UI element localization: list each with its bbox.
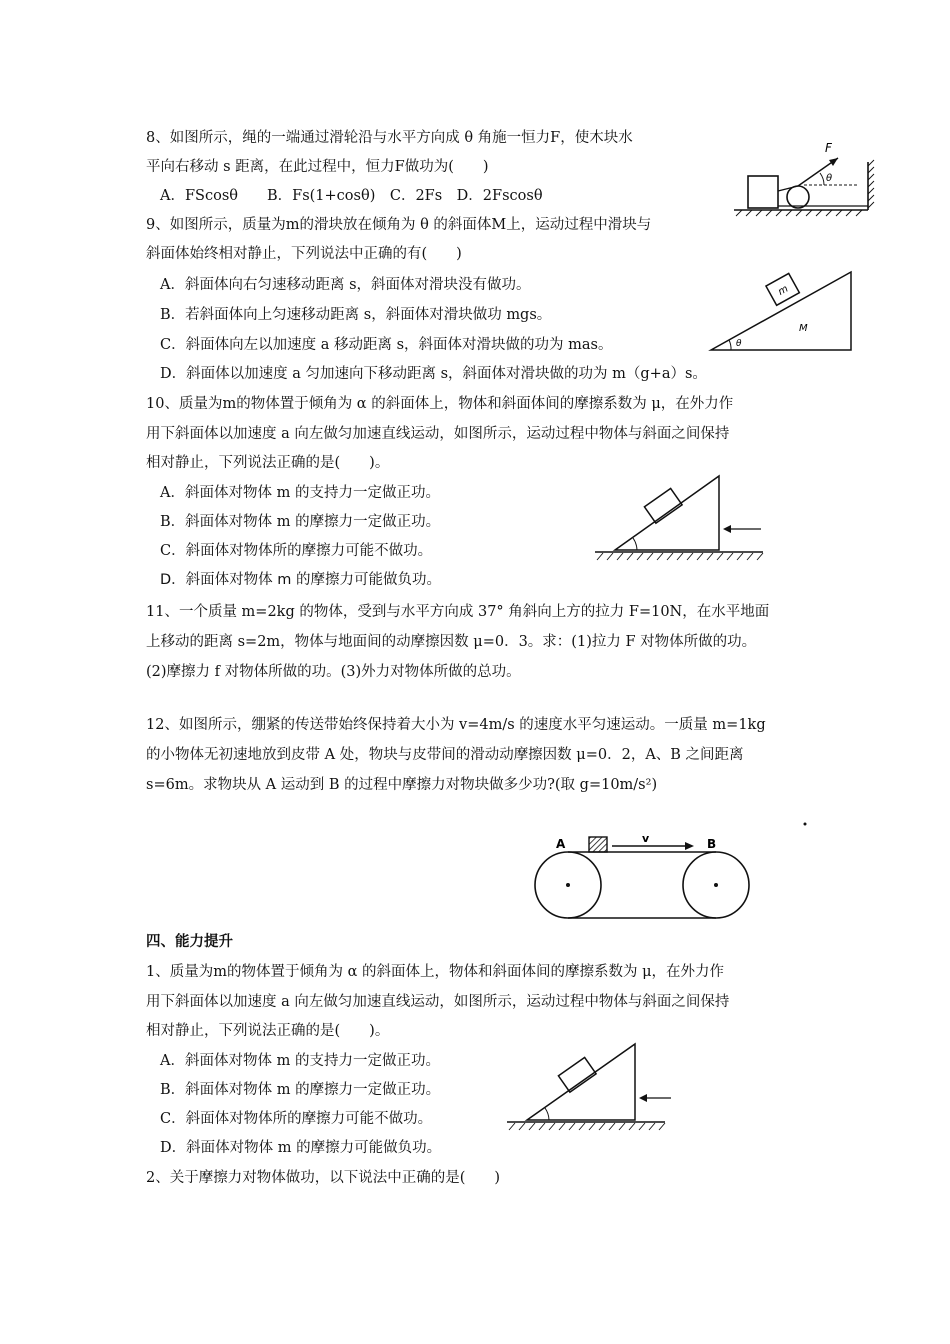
q9-wedge-label: M (799, 323, 808, 334)
q12-point-a-label: A (556, 837, 566, 851)
q12-conveyor-figure (530, 818, 815, 922)
q10-line-3: 相对静止，下列说法正确的是( )。 (146, 455, 390, 471)
q11-line-3: (2)摩擦力 f 对物体所做的功。(3)外力对物体所做的总功。 (146, 664, 521, 680)
q10-option-c: C．斜面体对物体所的摩擦力可能不做功。 (160, 543, 433, 559)
q9-incline-figure (703, 266, 855, 356)
q9-option-c: C．斜面体向左以加速度 a 移动距离 s，斜面体对滑块做的功为 mas。 (160, 337, 613, 353)
q12-line-3: s=6m。求物块从 A 运动到 B 的过程中摩擦力对物块做多少功?(取 g=10m/s²) (146, 777, 658, 793)
q12-line-2: 的小物体无初速地放到皮带 A 处，物块与皮带间的滑动动摩擦因数 μ=0．2，A、B 之间距离 (146, 747, 744, 763)
q10-option-b: B．斜面体对物体 m 的摩擦力一定做正功。 (160, 514, 441, 530)
q9-theta-label: θ (736, 339, 742, 349)
q10-line-2: 用下斜面体以加速度 a 向左做匀加速直线运动，如图所示，运动过程中物体与斜面之间保持 (146, 426, 730, 442)
s4-q1-line-3: 相对静止，下列说法正确的是( )。 (146, 1023, 390, 1039)
q9-line-2: 斜面体始终相对静止，下列说法中正确的有( ) (146, 246, 462, 262)
q10-line-1: 10、质量为m的物体置于倾角为 α 的斜面体上，物体和斜面体间的摩擦系数为 μ，在外力作 (146, 396, 734, 412)
q10-wedge-figure (593, 468, 773, 568)
q12-velocity-label: v (642, 832, 650, 845)
q8-theta-label: θ (826, 173, 833, 184)
section-4-heading: 四、能力提升 (146, 934, 233, 950)
q9-option-d: D．斜面体以加速度 a 匀加速向下移动距离 s，斜面体对滑块做的功为 m（g+a）s。 (160, 366, 707, 382)
q9-block-label: m (776, 283, 791, 298)
q8-force-label: F (825, 141, 832, 155)
s4-q1-option-b: B．斜面体对物体 m 的摩擦力一定做正功。 (160, 1082, 441, 1098)
s4-q1-option-a: A．斜面体对物体 m 的支持力一定做正功。 (160, 1053, 440, 1069)
q9-option-a: A．斜面体向右匀速移动距离 s，斜面体对滑块没有做功。 (160, 277, 531, 293)
q8-options: A．FScosθ B．Fs(1+cosθ) C．2Fs D．2Fscosθ (160, 188, 543, 204)
q12-point-b-label: B (707, 837, 717, 851)
s4-q1-wedge-figure (505, 1038, 685, 1138)
q11-line-2: 上移动的距离 s=2m，物体与地面间的动摩擦因数 μ=0．3。求：(1)拉力 F 对物体所做的功。 (146, 634, 757, 650)
s4-q1-option-c: C．斜面体对物体所的摩擦力可能不做功。 (160, 1111, 433, 1127)
s4-q2-line-1: 2、关于摩擦力对物体做功，以下说法中正确的是( ) (146, 1170, 501, 1186)
q9-line-1: 9、如图所示，质量为m的滑块放在倾角为 θ 的斜面体M上，运动过程中滑块与 (146, 217, 652, 233)
q8-line-2: 平向右移动 s 距离，在此过程中，恒力F做功为( ) (146, 159, 489, 175)
s4-q1-line-1: 1、质量为m的物体置于倾角为 α 的斜面体上，物体和斜面体间的摩擦系数为 μ，在外力作 (146, 964, 725, 980)
q10-option-a: A．斜面体对物体 m 的支持力一定做正功。 (160, 485, 440, 501)
q12-line-1: 12、如图所示，绷紧的传送带始终保持着大小为 v=4m/s 的速度水平匀速运动。一质量 m=1kg (146, 717, 766, 733)
s4-q1-line-2: 用下斜面体以加速度 a 向左做匀加速直线运动，如图所示，运动过程中物体与斜面之间保持 (146, 994, 730, 1010)
q8-line-1: 8、如图所示，绳的一端通过滑轮沿与水平方向成 θ 角施一恒力F，使木块水 (146, 130, 633, 146)
q10-option-d: D．斜面体对物体 m 的摩擦力可能做负功。 (160, 572, 442, 588)
q11-line-1: 11、一个质量 m=2kg 的物体，受到与水平方向成 37° 角斜向上方的拉力 F=10N，在水平地面 (146, 604, 770, 620)
q8-pulley-figure (728, 140, 878, 218)
q9-option-b: B．若斜面体向上匀速移动距离 s，斜面体对滑块做功 mgs。 (160, 307, 552, 323)
s4-q1-option-d: D．斜面体对物体 m 的摩擦力可能做负功。 (160, 1140, 442, 1156)
